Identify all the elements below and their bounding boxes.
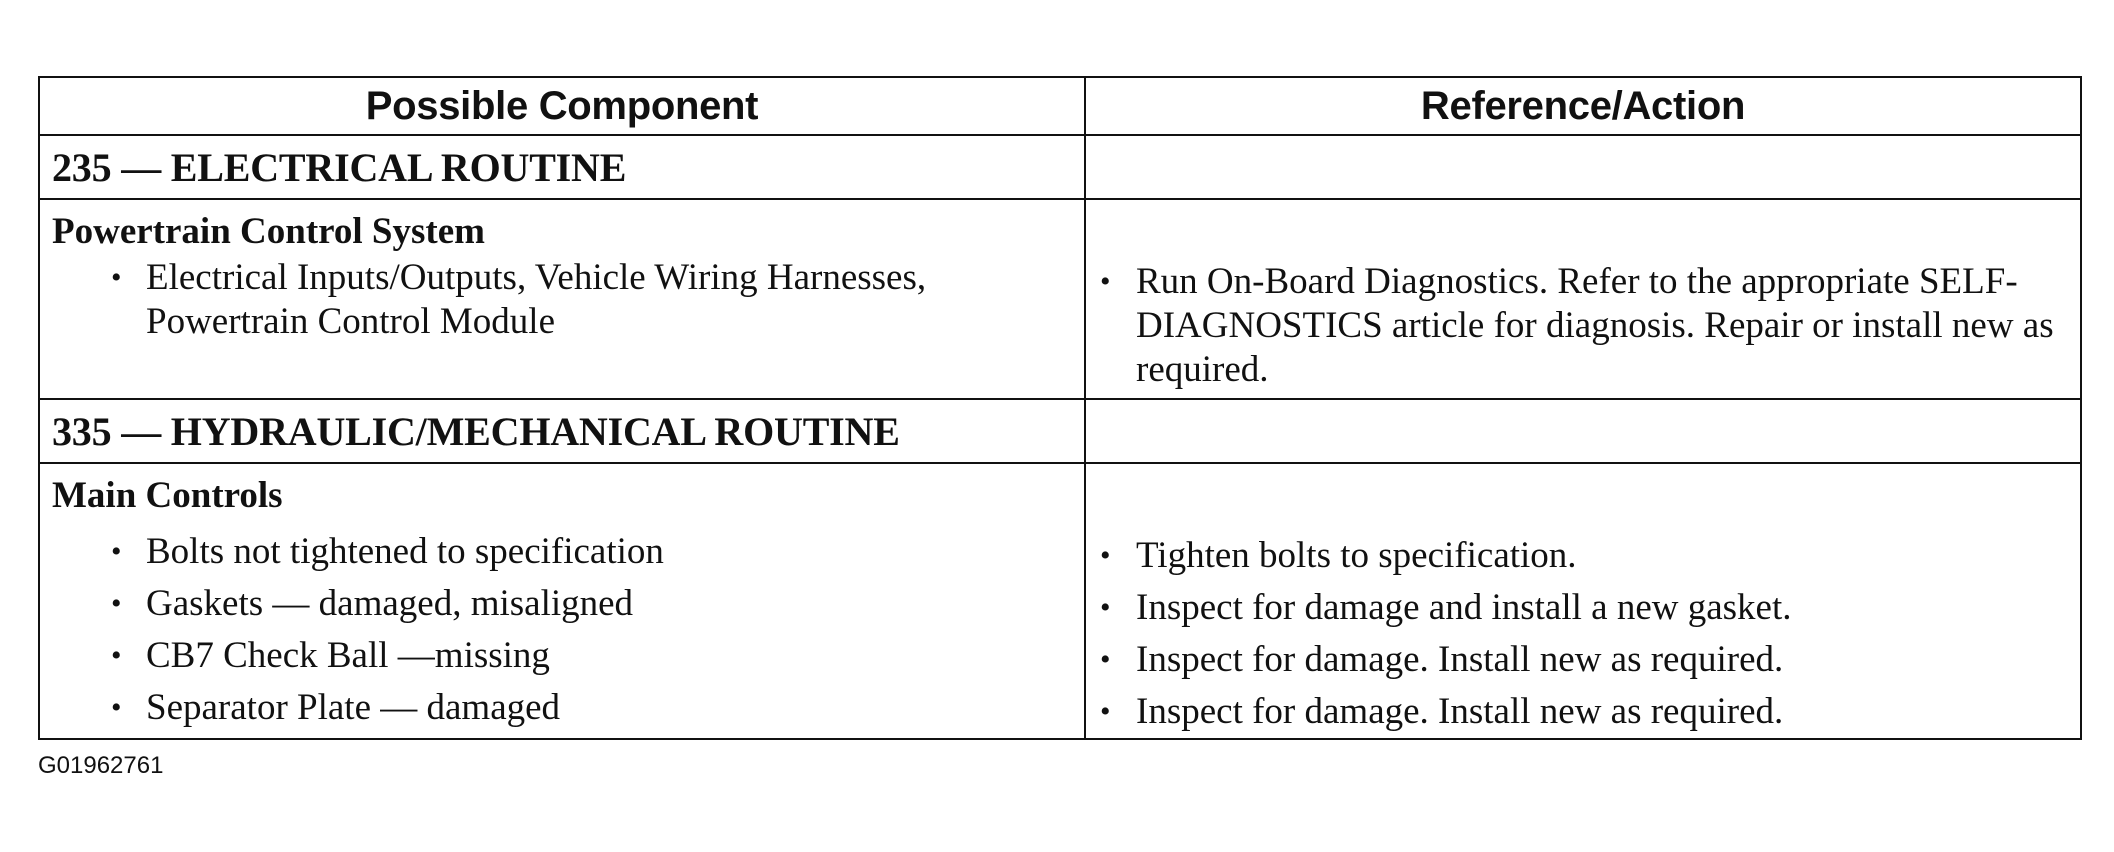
action-text: Inspect for damage and install a new gasket.	[1136, 587, 1792, 628]
component-text: Electrical Inputs/Outputs, Vehicle Wiring Harnesses, Powertrain Control Module	[146, 257, 927, 342]
component-list	[40, 526, 1084, 734]
bullet-icon: •	[1100, 643, 1111, 676]
bullet-icon: •	[1100, 591, 1111, 624]
bullet-icon: •	[111, 587, 122, 620]
component-text: Gaskets — damaged, misaligned	[146, 583, 634, 624]
table-header-row	[39, 77, 2081, 135]
action-list	[1086, 200, 2080, 392]
list-item	[40, 578, 1084, 630]
component-text: Separator Plate — damaged	[146, 687, 561, 728]
section-title-electrical: 235 — ELECTRICAL ROUTINE	[52, 144, 627, 190]
action-text: Tighten bolts to specification.	[1136, 535, 1577, 576]
list-item	[40, 256, 1084, 344]
action-text: Run On-Board Diagnostics. Refer to the appropriate SELF-DIAGNOSTICS article for diagnosis. Repair or install new as required.	[1136, 261, 2054, 390]
section-title-hydraulic: 335 — HYDRAULIC/MECHANICAL ROUTINE	[52, 408, 900, 454]
component-list	[40, 256, 1084, 344]
list-item	[40, 526, 1084, 578]
list-item	[1086, 686, 2080, 738]
group-title-powertrain: Powertrain Control System	[52, 211, 485, 252]
bullet-icon: •	[1100, 265, 1111, 298]
bullet-icon: •	[1100, 539, 1111, 572]
action-list	[1086, 464, 2080, 738]
bullet-icon: •	[111, 535, 122, 568]
section-empty-cell	[1085, 399, 2081, 463]
list-item	[1086, 582, 2080, 634]
action-text: Inspect for damage. Install new as required.	[1136, 639, 1784, 680]
list-item	[1086, 530, 2080, 582]
header-reference-action: Reference/Action	[1085, 77, 2081, 135]
section-empty-cell	[1085, 135, 2081, 199]
component-text: CB7 Check Ball —missing	[146, 635, 550, 676]
list-item	[1086, 634, 2080, 686]
bullet-icon: •	[111, 691, 122, 724]
action-cell	[1085, 199, 2081, 399]
action-text: Inspect for damage. Install new as required.	[1136, 691, 1784, 732]
action-cell	[1085, 463, 2081, 739]
section-row-hydraulic	[39, 399, 2081, 463]
bullet-icon: •	[1100, 695, 1111, 728]
group-row-powertrain	[39, 199, 2081, 399]
component-text: Bolts not tightened to specification	[146, 531, 664, 572]
diagnosis-table	[38, 76, 2082, 740]
component-cell	[39, 199, 1085, 399]
component-cell	[39, 463, 1085, 739]
group-title-main-controls: Main Controls	[52, 475, 283, 516]
section-row-electrical	[39, 135, 2081, 199]
list-item	[40, 630, 1084, 682]
list-item	[40, 682, 1084, 734]
group-row-main-controls	[39, 463, 2081, 739]
list-item	[1086, 260, 2080, 392]
bullet-icon: •	[111, 261, 122, 294]
bullet-icon: •	[111, 639, 122, 672]
header-possible-component: Possible Component	[39, 77, 1085, 135]
figure-code: G01962761	[38, 752, 164, 779]
